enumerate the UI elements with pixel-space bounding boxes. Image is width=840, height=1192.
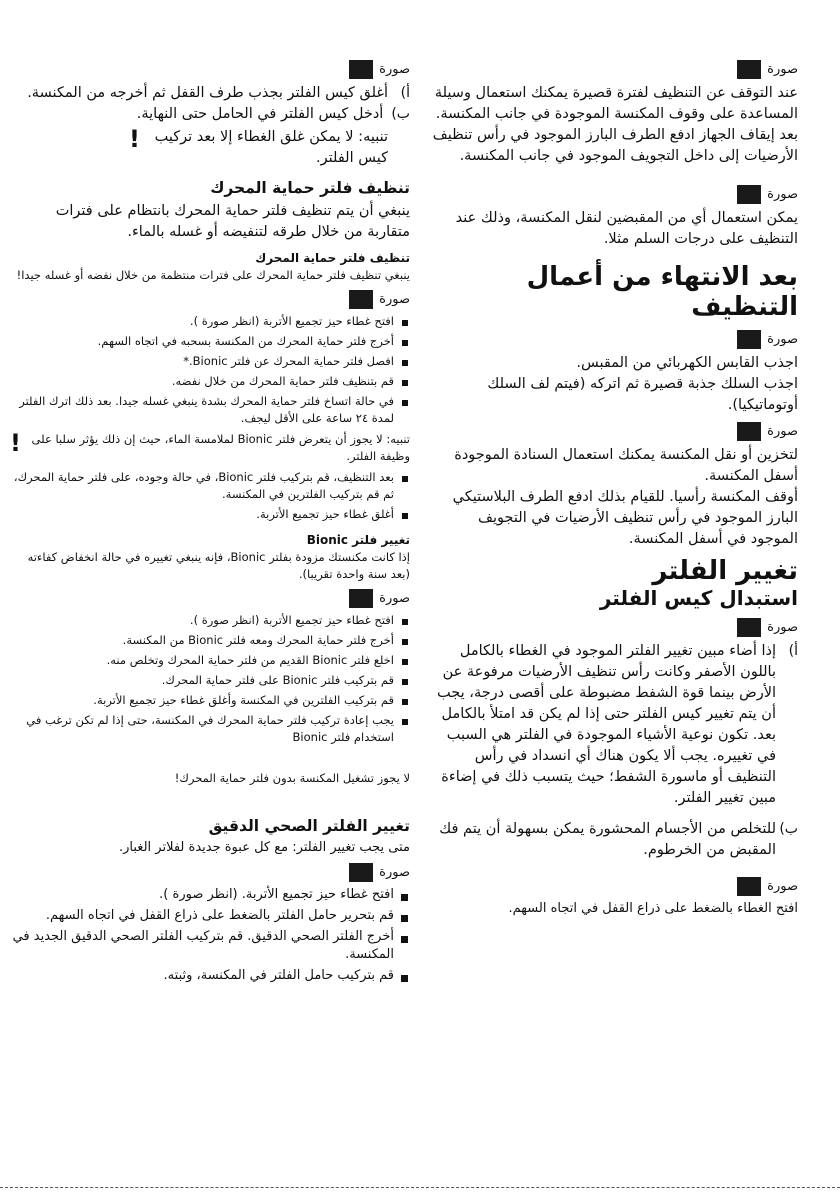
paragraph: أوقف المكنسة رأسيا. للقيام بذلك ادفع الطرف البلاستيكي البارز الموجود في رأس تنظيف الأرضيات في التجويف الموجود في أسفل المكنسة.	[452, 489, 798, 547]
figure-number-box	[737, 422, 761, 441]
list-item: في حالة اتساخ فلتر حماية المحرك بشدة ينبغي غسله جيدا. بعد ذلك اترك الفلتر لمدة ٢٤ ساعة على الأقل ليجف.	[10, 393, 410, 427]
figure-label: صورة	[432, 877, 798, 896]
figure-number-box	[349, 589, 373, 608]
steps-list	[10, 612, 410, 746]
list-item: أغلق غطاء حيز تجميع الأتربة.	[10, 506, 410, 523]
list-item: أخرج فلتر حماية المحرك من المكنسة بسحبه في اتجاه السهم.	[10, 333, 410, 350]
paragraph: اجذب السلك جذبة قصيرة ثم اتركه (فيتم لف السلك أوتوماتيكيا).	[487, 376, 798, 413]
note-text: لا يجوز تشغيل المكنسة بدون فلتر حماية المحرك!	[174, 771, 410, 785]
figure-number-box	[349, 863, 373, 882]
list-item: افتح غطاء حيز تجميع الأتربة (انظر صورة ).	[10, 612, 410, 629]
list-item: أخرج الفلتر الصحي الدقيق. قم بتركيب الفلتر الصحي الدقيق الجديد في المكنسة.	[10, 928, 410, 964]
paragraph: لتخزين أو نقل المكنسة يمكنك استعمال السنادة الموجودة أسفل المكنسة.	[454, 447, 798, 484]
list-item: أ) أغلق كيس الفلتر بجذب طرف القفل ثم أخرجه من المكنسة.	[27, 85, 410, 101]
list-item: قم بتركيب فلتر Bionic على فلتر حماية المحرك.	[10, 672, 410, 689]
paragraph: اجذب القابس الكهربائي من المقبس.	[576, 355, 798, 371]
list-item: قم بتركيب الفلترين في المكنسة وأغلق غطاء حيز تجميع الأتربة.	[10, 692, 410, 709]
warning-note: تنبيه: لا يمكن غلق الغطاء إلا بعد تركيب كيس الفلتر. !	[129, 125, 388, 166]
figure-label: صورة	[432, 330, 798, 349]
list-item: بعد التنظيف، قم بتركيب فلتر Bionic، في حالة وجوده، على فلتر حماية المحرك، ثم قم بتركيب الفلترين في المكنسة.	[10, 469, 410, 503]
list-item: افتح غطاء حيز تجميع الأتربة (انظر صورة ).	[10, 313, 410, 330]
figure-number-box	[737, 618, 761, 637]
figure-label: صورة	[432, 618, 798, 637]
section-heading: تغيير الفلتر	[652, 556, 798, 586]
left-column	[10, 58, 410, 989]
figure-number-box	[349, 290, 373, 309]
list-item: أخرج فلتر حماية المحرك ومعه فلتر Bionic من المكنسة.	[10, 632, 410, 649]
figure-label: صورة	[432, 422, 798, 441]
list-item: ب) أدخل كيس الفلتر في الحامل حتى النهاية.	[136, 106, 410, 122]
steps-list	[10, 469, 410, 523]
page-bottom-dashed-line	[0, 1187, 840, 1188]
steps-list	[10, 313, 410, 427]
figure-number-box	[349, 60, 373, 79]
paragraph: يمكن استعمال أي من المقبضين لنقل المكنسة، وذلك عند التنظيف على درجات السلم مثلا.	[455, 210, 798, 247]
paragraph: عند التوقف عن التنظيف لفترة قصيرة يمكنك استعمال وسيلة المساعدة على وقوف المكنسة الموجودة في جانب المكنسة. بعد إيقاف الجهاز ادفع الطرف البارز الموجود في رأس تنظيف الأرضيات إلى داخل التجويف الموجود في جانب المكنسة.	[432, 85, 798, 164]
figure-number-box	[737, 185, 761, 204]
warning-note: تنبيه: لا يجوز أن يتعرض فلتر Bionic لملامسة الماء، حيث إن ذلك يؤثر سلبا على وظيفة الفلتر. !	[10, 429, 410, 463]
section-heading: تغيير الفلتر الصحي الدقيق	[208, 817, 410, 835]
paragraph: إذا كانت مكنستك مزودة بفلتر Bionic، فإنه ينبغي تغييره في حالة انخفاض كفاءته (بعد سنة واحدة تقريبا).	[27, 550, 410, 581]
paragraph: ينبغي تنظيف فلتر حماية المحرك على فترات منتظمة من خلال نفضه أو غسله جيدا!	[16, 268, 410, 282]
figure-number-box	[737, 60, 761, 79]
paragraph: افتح الغطاء بالضغط على ذراع القفل في اتجاه السهم.	[508, 901, 798, 916]
warning-icon: !	[129, 125, 140, 153]
figure-label: صورة	[10, 589, 410, 608]
figure-label: صورة	[10, 290, 410, 309]
list-item: يجب إعادة تركيب فلتر حماية المحرك في المكنسة، حتى إذا لم تكن ترغب في استخدام فلتر Bionic	[10, 712, 410, 746]
list-item: ب) للتخلص من الأجسام المحشورة يمكن بسهولة أن يتم فك المقبض من الخرطوم.	[439, 821, 798, 858]
list-item: قم بتركيب حامل الفلتر في المكنسة، وثبته.	[10, 967, 410, 985]
figure-label: صورة	[10, 60, 410, 79]
paragraph: متى يجب تغيير الفلتر: مع كل عبوة جديدة لفلاتر الغبار.	[119, 840, 410, 855]
subsection-heading: استبدال كيس الفلتر	[599, 586, 798, 610]
section-heading: تنظيف فلتر حماية المحرك	[210, 179, 410, 197]
paragraph: ينبغي أن يتم تنظيف فلتر حماية المحرك بانتظام على فترات متقاربة من خلال طرقه لتنفيضه أو غسله بالماء.	[55, 203, 410, 240]
list-item: افتح غطاء حيز تجميع الأتربة. (انظر صورة ).	[10, 886, 410, 904]
list-item: افصل فلتر حماية المحرك عن فلتر Bionic.*	[10, 353, 410, 370]
steps-list	[10, 886, 410, 985]
minor-heading: تغيير فلتر Bionic	[306, 533, 410, 547]
right-column	[432, 58, 798, 924]
figure-number-box	[737, 877, 761, 896]
figure-number-box	[737, 330, 761, 349]
figure-label: صورة	[432, 60, 798, 79]
list-item: أ) إذا أضاء مبين تغيير الفلتر الموجود في الغطاء بالكامل باللون الأصفر وكانت رأس تنظيف الأرضيات مرفوعة عن الأرض بينما قوة الشفط مضبوطة على أقصى درجة، يجب أن يتم تغيير كيس الفلتر حتى إذا لم يكن قد امتلأ بالكامل بعد. تكون نوعية الأشياء الموجودة في الفلتر هي السبب في تغييره. يجب ألا يكون هناك أي انسداد في رأس التنظيف أو ماسورة الشفط؛ حيث يتسبب ذلك في إضاءة مبين تغيير الفلتر.	[437, 643, 798, 806]
list-item: قم بتحرير حامل الفلتر بالضغط على ذراع القفل في اتجاه السهم.	[10, 907, 410, 925]
list-item: قم بتنظيف فلتر حماية المحرك من خلال نفضه.	[10, 373, 410, 390]
figure-label: صورة	[10, 863, 410, 882]
section-heading: بعد الانتهاء من أعمال التنظيف	[526, 262, 798, 322]
list-item: اخلع فلتر Bionic القديم من فلتر حماية المحرك وتخلص منه.	[10, 652, 410, 669]
warning-icon: !	[10, 429, 21, 457]
minor-heading: تنظيف فلتر حماية المحرك	[255, 251, 410, 265]
figure-label: صورة	[432, 185, 798, 204]
